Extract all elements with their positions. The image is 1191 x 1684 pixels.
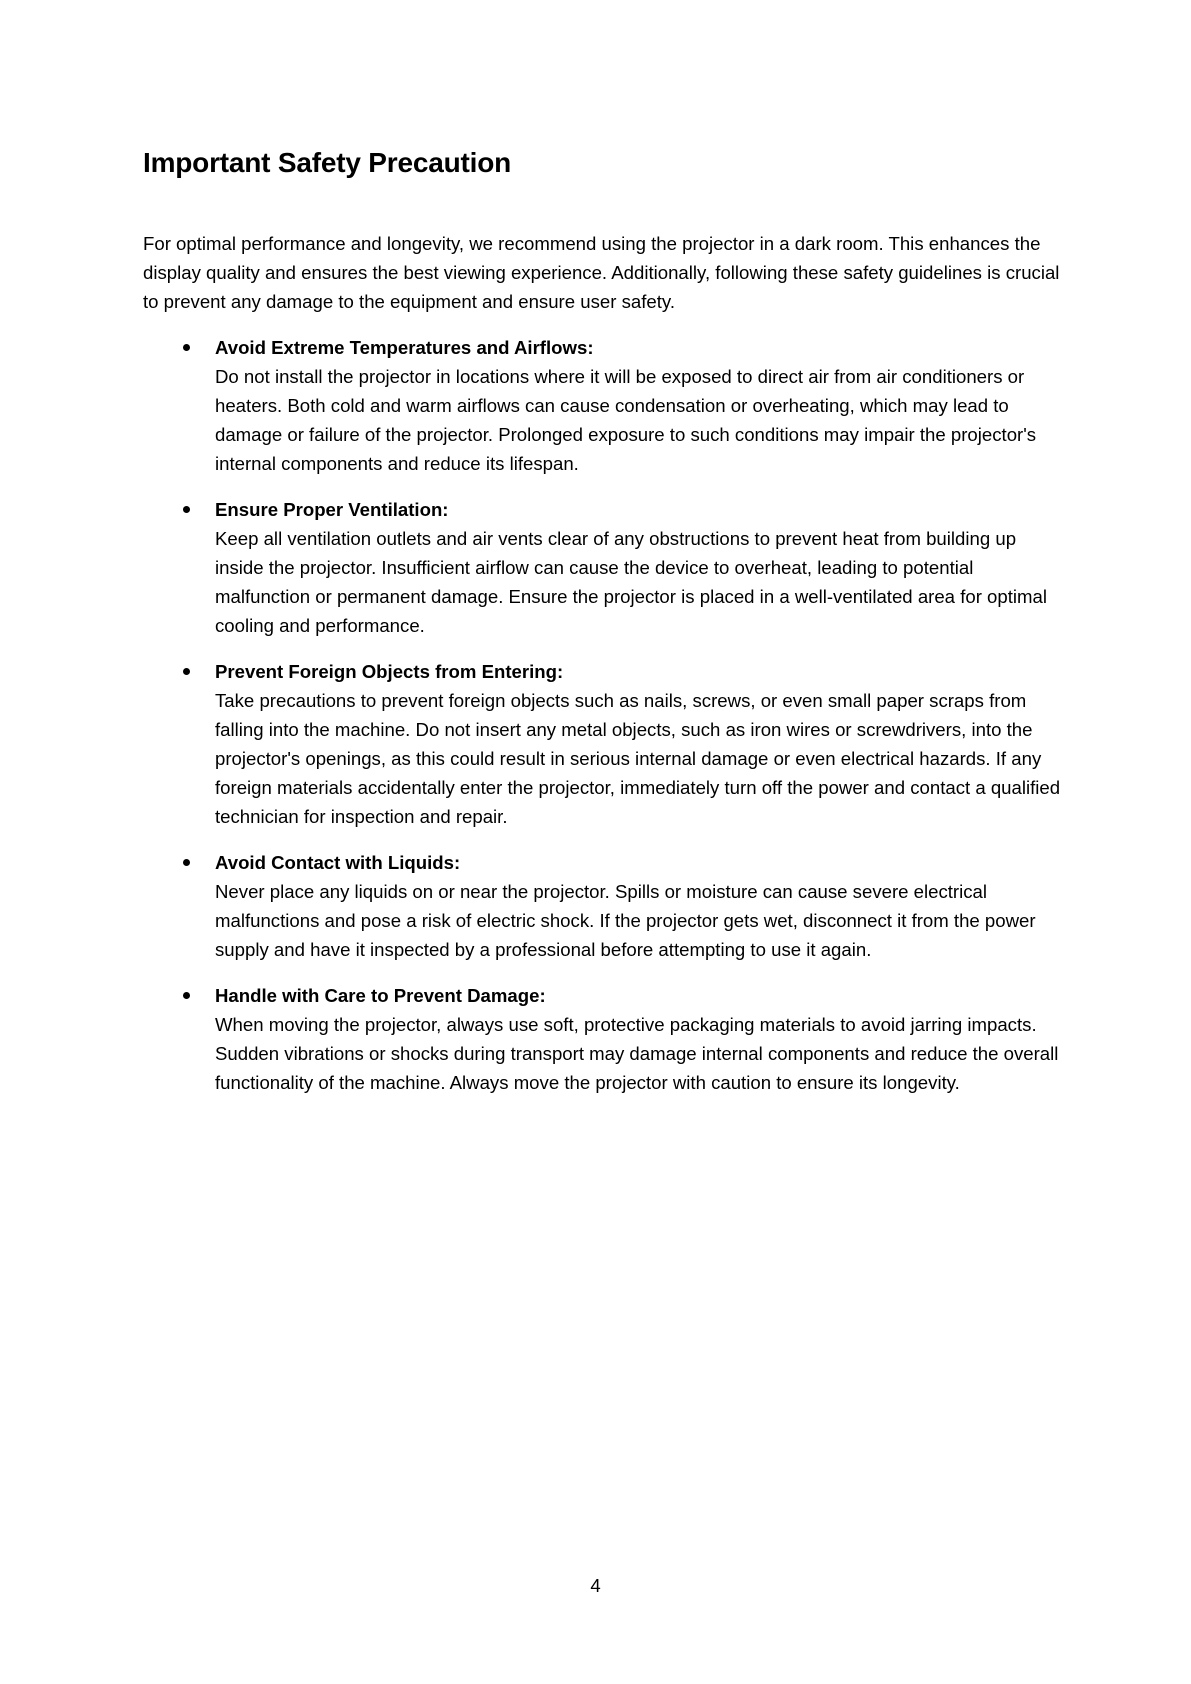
- list-item: [143, 495, 1063, 640]
- item-heading: Handle with Care to Prevent Damage:: [215, 985, 546, 1006]
- item-body: Do not install the projector in locations where it will be exposed to direct air from air conditioners or heaters. Both cold and warm airflows can cause condensation or overheating, which may lead to damage or failure of the projector. Prolonged exposure to such conditions may impair the projector's internal components and reduce its lifespan.: [215, 366, 1037, 474]
- page-number: 4: [590, 1575, 601, 1596]
- bullet-icon: [183, 506, 190, 513]
- bullet-icon: [183, 668, 190, 675]
- item-heading: Avoid Contact with Liquids:: [215, 852, 461, 873]
- intro-paragraph: For optimal performance and longevity, we recommend using the projector in a dark room. This enhances the display quality and ensures the best viewing experience. Additionally, following these safety guidelines is crucial to prevent any damage to the equipment and ensure user safety.: [143, 233, 1060, 312]
- item-body: When moving the projector, always use soft, protective packaging materials to avoid jarring impacts. Sudden vibrations or shocks during transport may damage internal components and reduce the overall functionality of the machine. Always move the projector with caution to ensure its longevity.: [215, 1014, 1059, 1093]
- page-title: Important Safety Precaution: [143, 147, 512, 178]
- item-heading: Avoid Extreme Temperatures and Airflows:: [215, 337, 594, 358]
- item-body: Keep all ventilation outlets and air vents clear of any obstructions to prevent heat from building up inside the projector. Insufficient airflow can cause the device to overheat, leading to potential malfunction or permanent damage. Ensure the projector is placed in a well-ventilated area for optimal cooling and performance.: [215, 528, 1047, 636]
- bullet-icon: [183, 344, 190, 351]
- item-heading: Ensure Proper Ventilation:: [215, 499, 449, 520]
- bullet-icon: [183, 859, 190, 866]
- bullet-icon: [183, 992, 190, 999]
- item-body: Take precautions to prevent foreign objects such as nails, screws, or even small paper scraps from falling into the machine. Do not insert any metal objects, such as iron wires or screwdrivers, into the projector's openings, as this could result in serious internal damage or even electrical hazards. If any foreign materials accidentally enter the projector, immediately turn off the power and contact a qualified technician for inspection and repair.: [215, 690, 1061, 827]
- item-body: Never place any liquids on or near the projector. Spills or moisture can cause severe electrical malfunctions and pose a risk of electric shock. If the projector gets wet, disconnect it from the power supply and have it inspected by a professional before attempting to use it again.: [215, 881, 1036, 960]
- item-heading: Prevent Foreign Objects from Entering:: [215, 661, 564, 682]
- list-item: [143, 333, 1063, 478]
- safety-guidelines-list: [143, 333, 1063, 1114]
- list-item: [143, 848, 1063, 964]
- list-item: [143, 981, 1063, 1097]
- list-item: [143, 657, 1063, 831]
